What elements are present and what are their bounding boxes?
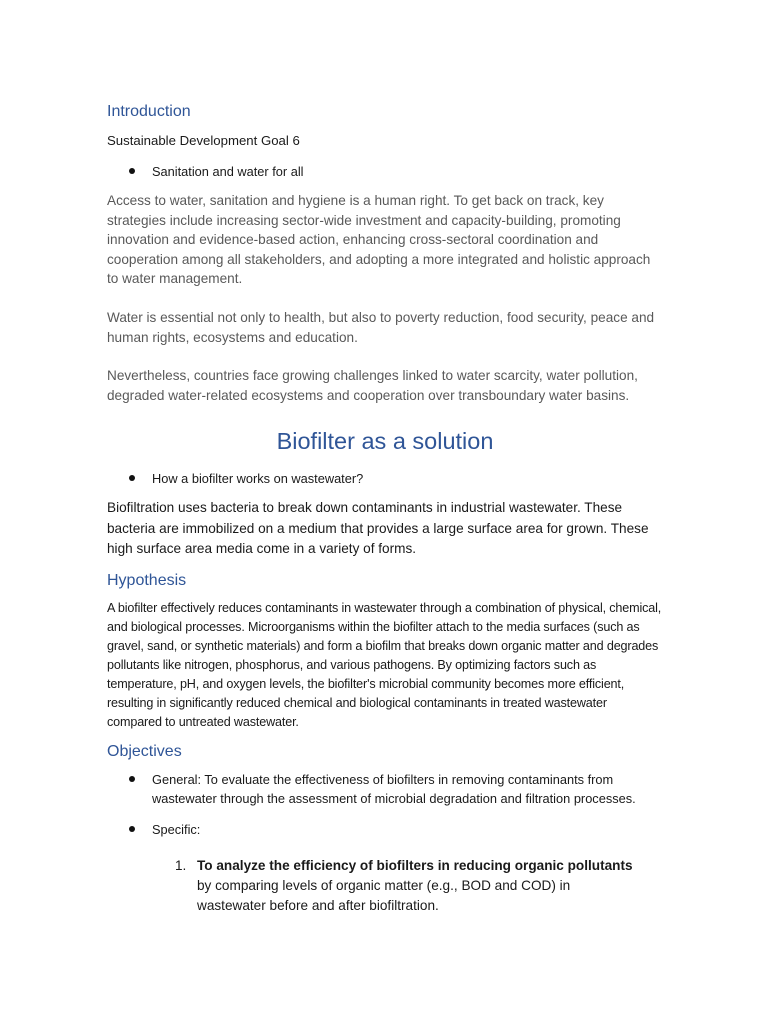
- bullet-icon: [129, 776, 135, 782]
- intro-paragraph-2: Water is essential not only to health, but also to poverty reduction, food security, peace and human rights, ecosystems and education.: [107, 310, 655, 345]
- general-objective: General: To evaluate the effectiveness of biofilters in removing contaminants from wastewater through the assessment of microbial degradation and filtration processes.: [152, 772, 636, 806]
- specific-label: Specific:: [152, 822, 201, 837]
- hypothesis-heading: Hypothesis: [107, 572, 187, 589]
- hypothesis-paragraph: A biofilter effectively reduces contaminants in wastewater through a combination of physical, chemical, and biological processes. Microorganisms within the biofilter attach to the media surfaces (such as gravel, sand, or synthetic materials) and form a biofilm that breaks down organic matter and degrades pollutants like nitrogen, phosphorus, and various pathogens. By optimizing factors such as temperature, pH, and oxygen levels, the biofilter's microbial community becomes more efficient, resulting in significantly reduced chemical and biological contaminants in treated wastewater compared to untreated wastewater.: [107, 601, 662, 729]
- specific-objective-1: [197, 856, 642, 916]
- objectives-heading: Objectives: [107, 743, 182, 760]
- objective-1-bold: To analyze the efficiency of biofilters in reducing organic pollutants: [197, 858, 633, 873]
- biofilter-bullet: How a biofilter works on wastewater?: [152, 471, 364, 486]
- bullet-icon: [129, 475, 135, 481]
- intro-paragraph-3: Nevertheless, countries face growing challenges linked to water scarcity, water pollution, degraded water-related ecosystems and cooperation over transboundary water basins.: [107, 368, 638, 403]
- objective-1-rest: by comparing levels of organic matter (e.g., BOD and COD) in wastewater before and after biofiltration.: [197, 878, 571, 913]
- biofilter-paragraph: Biofiltration uses bacteria to break down contaminants in industrial wastewater. These bacteria are immobilized on a medium that provides a large surface area for grown. These high surface area media come in a variety of forms.: [107, 500, 649, 556]
- sdg-line: Sustainable Development Goal 6: [107, 133, 300, 148]
- biofilter-title: Biofilter as a solution: [276, 428, 494, 454]
- bullet-icon: [129, 826, 135, 832]
- sanitation-bullet: Sanitation and water for all: [152, 164, 304, 179]
- list-number: 1.: [175, 858, 187, 873]
- bullet-icon: [129, 168, 135, 174]
- intro-paragraph-1: Access to water, sanitation and hygiene is a human right. To get back on track, key strategies include increasing sector-wide investment and capacity-building, promoting innovation and evidence-based action, enhancing cross-sectoral coordination and cooperation among all stakeholders, and adopting a more integrated and holistic approach to water management.: [107, 193, 651, 286]
- introduction-heading: Introduction: [107, 103, 191, 120]
